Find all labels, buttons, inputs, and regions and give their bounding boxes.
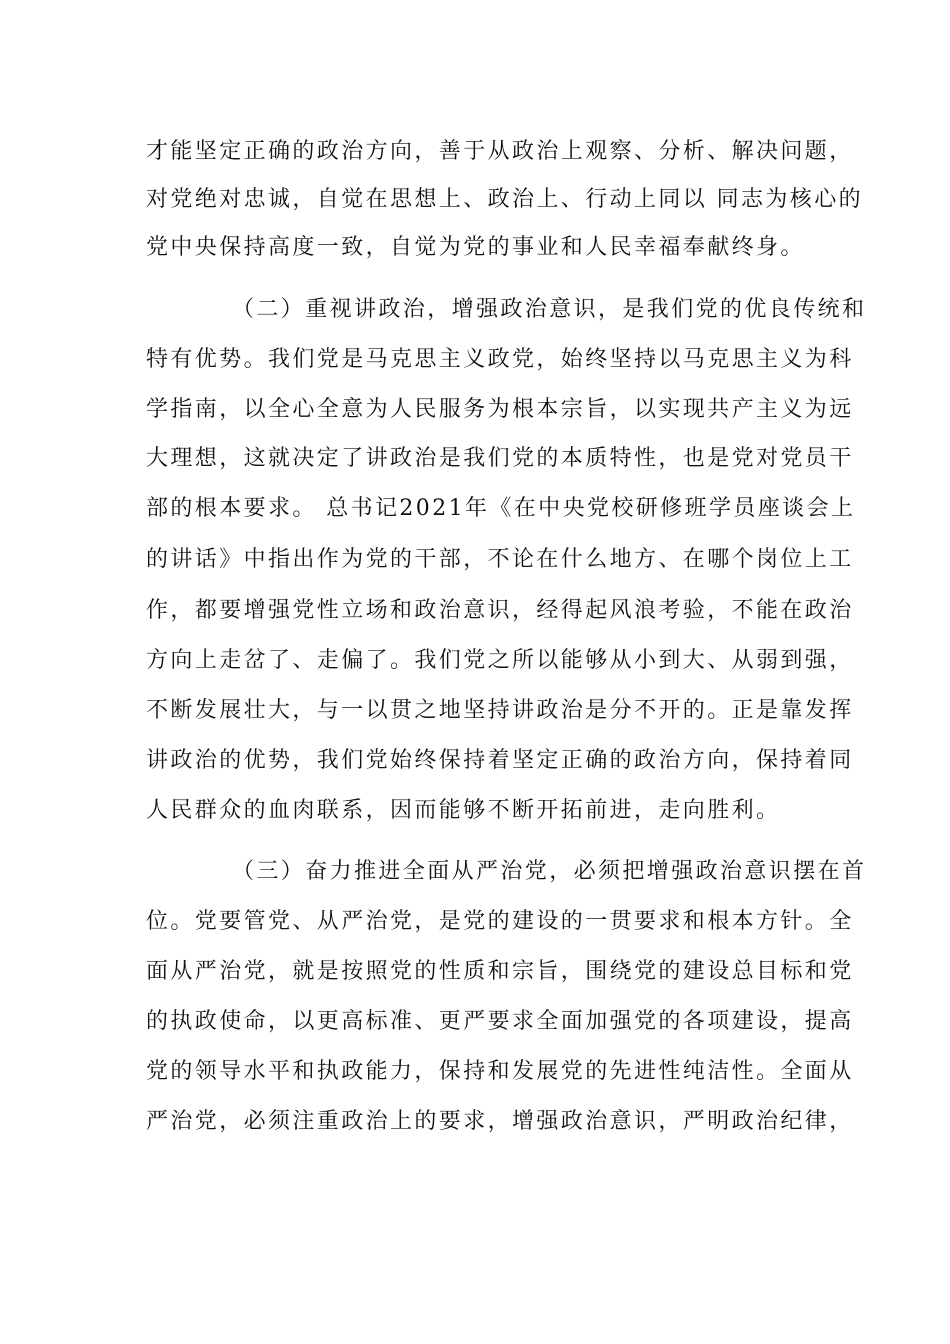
paragraph-2-line-11: 人民群众的血肉联系，因而能够不断开拓前进，走向胜利。 [146,798,781,823]
paragraph-2-line-1: （二）重视讲政治，增强政治意识，是我们党的优良传统和 [232,297,867,322]
paragraph-3-line-3: 面从严治党，就是按照党的性质和宗旨，围绕党的建设总目标和党 [146,959,854,984]
paragraph-2-line-6: 的讲话》中指出作为党的干部，不论在什么地方、在哪个岗位上工 [146,547,854,572]
paragraph-2-line-10: 讲政治的优势，我们党始终保持着坚定正确的政治方向，保持着同 [146,748,854,773]
paragraph-2-line-2: 特有优势。我们党是马克思主义政党，始终坚持以马克思主义为科 [146,347,854,372]
paragraph-3-line-5: 党的领导水平和执政能力，保持和发展党的先进性纯洁性。全面从 [146,1059,854,1084]
paragraph-2-line-7: 作，都要增强党性立场和政治意识，经得起风浪考验，不能在政治 [146,598,854,623]
paragraph-2-line-3: 学指南，以全心全意为人民服务为根本宗旨，以实现共产主义为远 [146,397,854,422]
paragraph-2-line-9: 不断发展壮大，与一以贯之地坚持讲政治是分不开的。正是靠发挥 [146,698,854,723]
paragraph-3-line-4: 的执政使命，以更高标准、更严要求全面加强党的各项建设，提高 [146,1009,854,1034]
paragraph-2-line-5: 部的根本要求。 总书记2021年《在中央党校研修班学员座谈会上 [146,496,856,521]
paragraph-2-line-4: 大理想，这就决定了讲政治是我们党的本质特性，也是党对党员干 [146,446,854,471]
paragraph-3-line-1: （三）奋力推进全面从严治党，必须把增强政治意识摆在首 [232,859,867,884]
paragraph-3-line-6: 严治党，必须注重政治上的要求，增强政治意识，严明政治纪律， [146,1109,854,1134]
paragraph-1-line-3: 党中央保持高度一致，自觉为党的事业和人民幸福奉献终身。 [146,235,805,260]
paragraph-1-line-2: 对党绝对忠诚，自觉在思想上、政治上、行动上同以 同志为核心的 [146,187,863,212]
paragraph-2-line-8: 方向上走岔了、走偏了。我们党之所以能够从小到大、从弱到强， [146,648,854,673]
paragraph-1-line-1: 才能坚定正确的政治方向，善于从政治上观察、分析、解决问题， [146,139,854,164]
paragraph-3-line-2: 位。党要管党、从严治党，是党的建设的一贯要求和根本方针。全 [146,909,854,934]
